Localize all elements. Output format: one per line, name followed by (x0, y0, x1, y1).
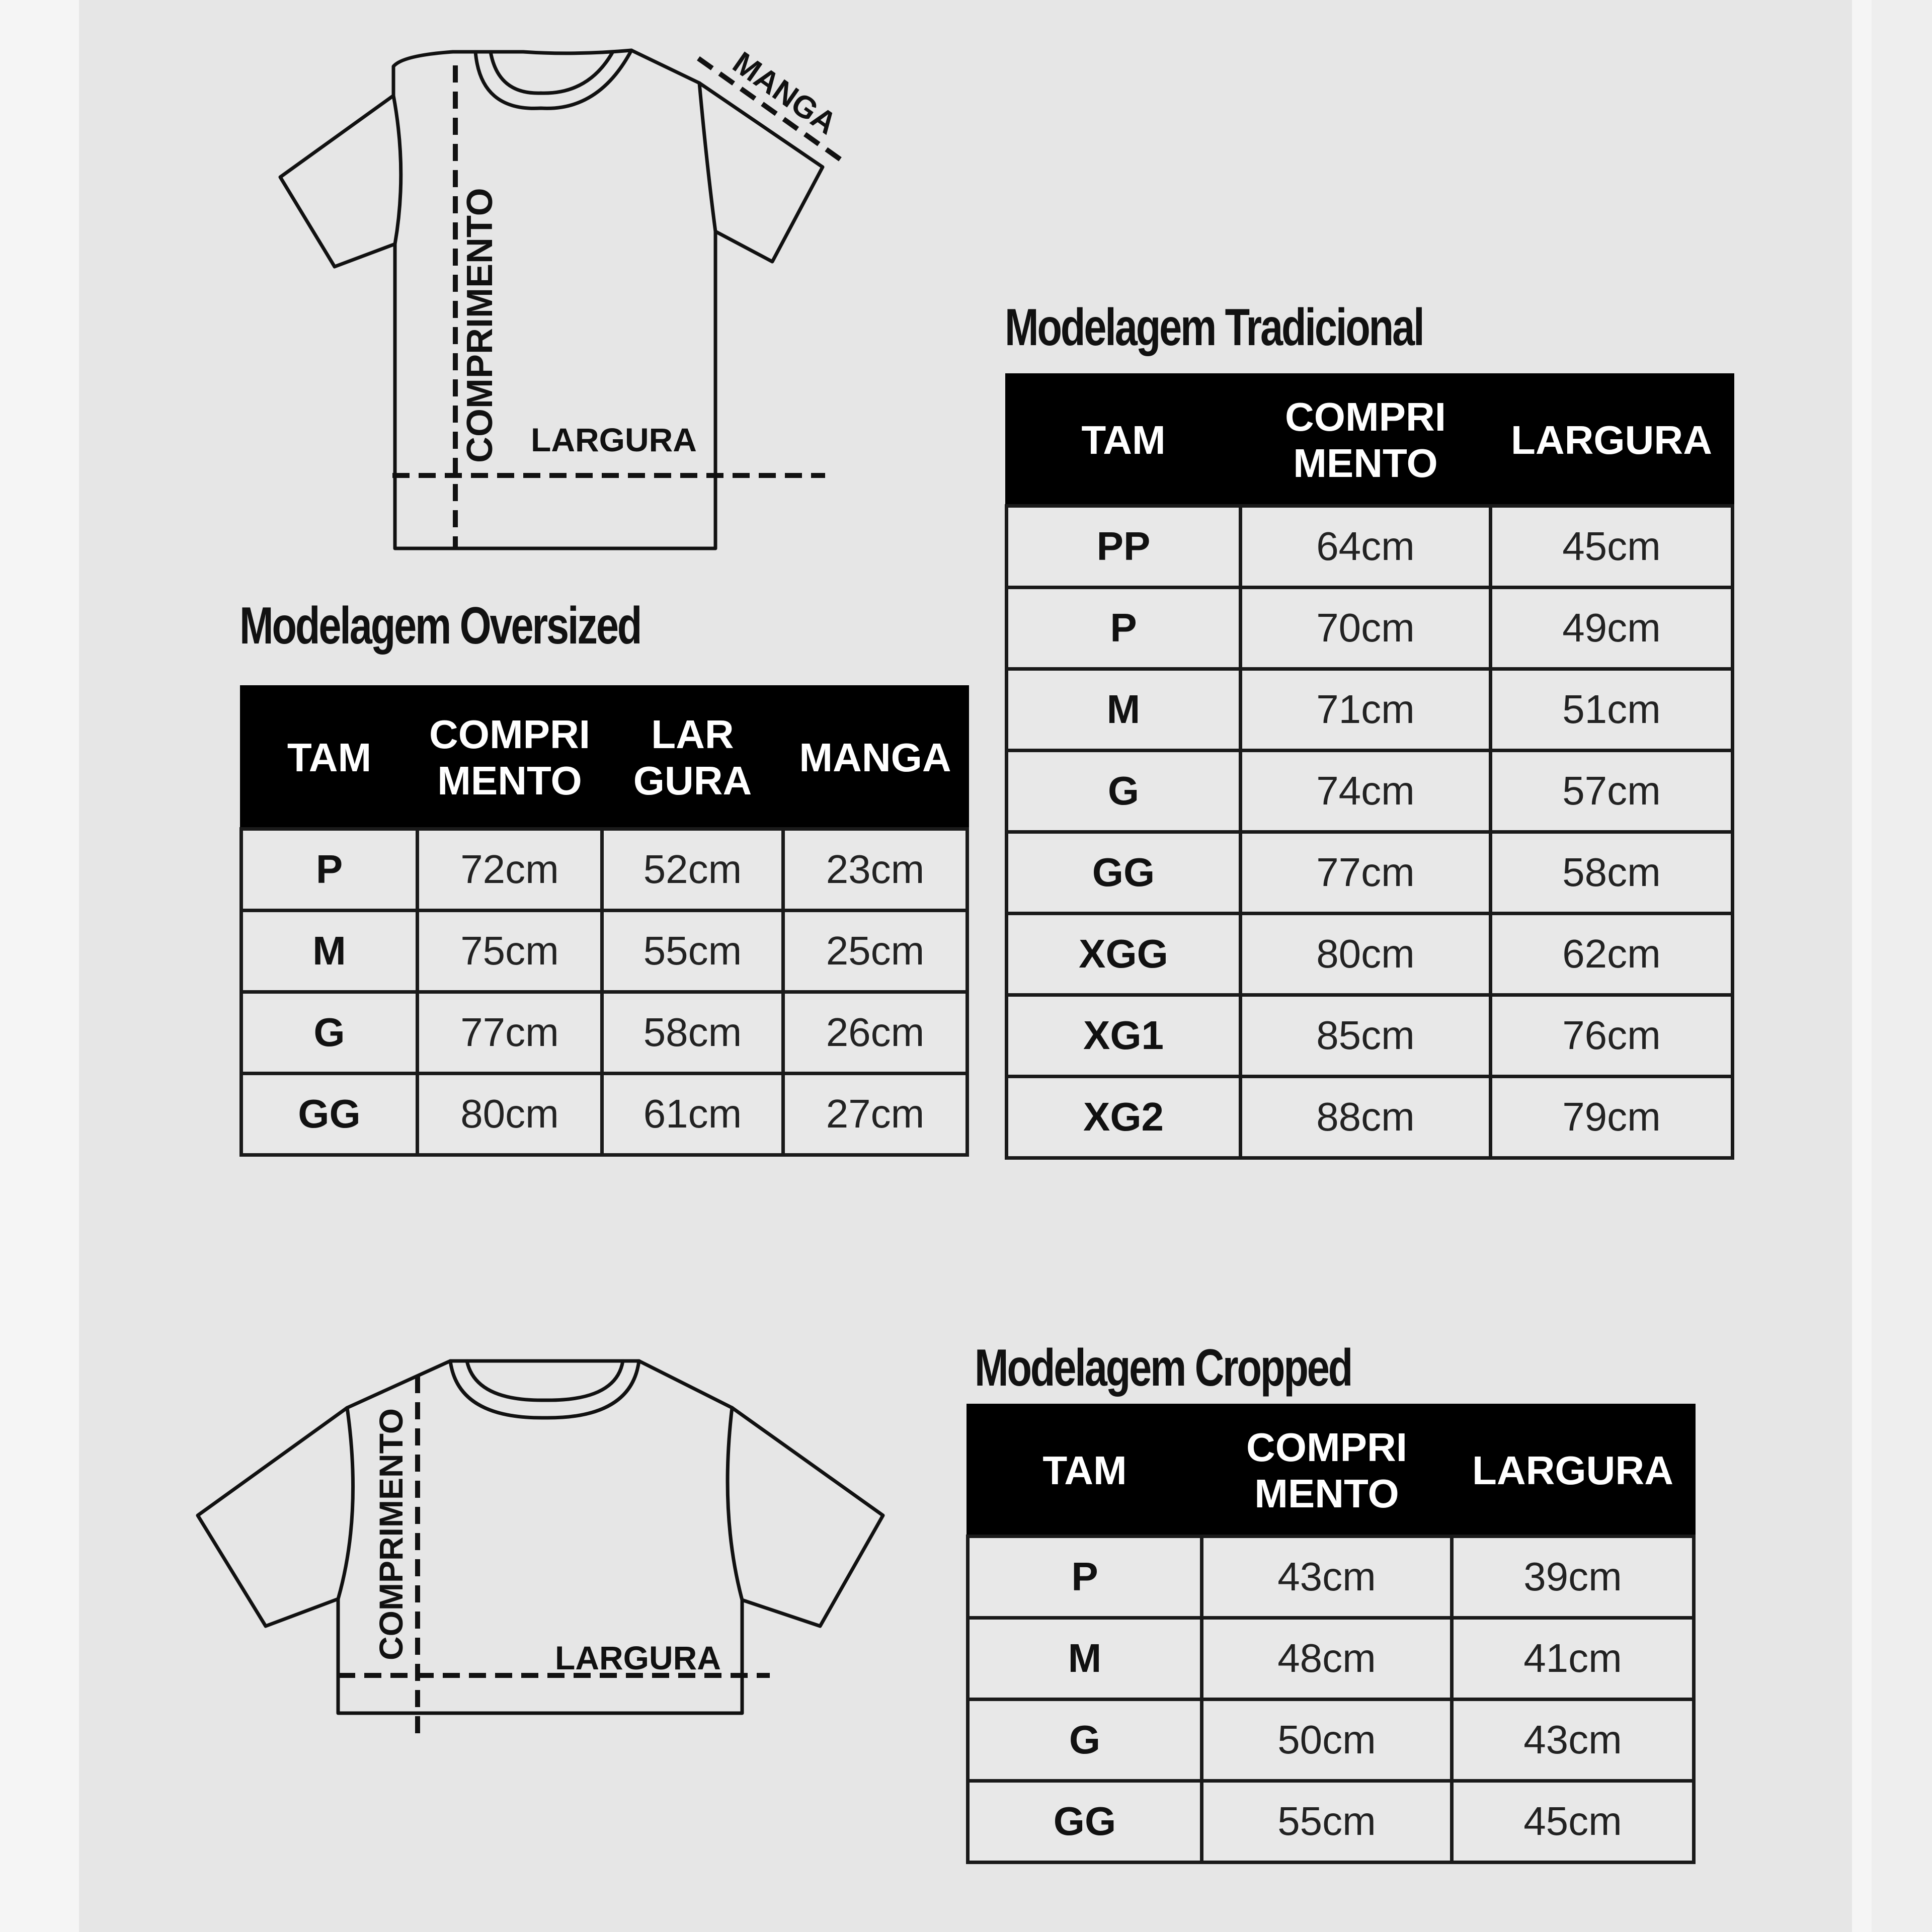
length-cell: 43cm (1202, 1536, 1452, 1618)
length-cell: 75cm (418, 910, 602, 992)
size-cell: GG (968, 1781, 1202, 1862)
sleeve-label: MANGA (726, 45, 843, 141)
right-margin (1872, 0, 1932, 1932)
size-cell: G (1007, 750, 1241, 832)
length-cell: 50cm (1202, 1699, 1452, 1781)
table-row (968, 1781, 1694, 1862)
table-row (242, 992, 968, 1073)
width-cell: 43cm (1452, 1699, 1694, 1781)
width-cell: 41cm (1452, 1618, 1694, 1699)
length-cell: 70cm (1241, 587, 1491, 669)
table-row (242, 1073, 968, 1155)
column-header: COMPRI MENTO (418, 687, 602, 829)
column-header: COMPRI MENTO (1202, 1405, 1452, 1536)
width-label: LARGURA (531, 421, 697, 458)
sleeve-cell: 23cm (783, 829, 968, 910)
size-cell: PP (1007, 506, 1241, 587)
oversized-title: Modelagem Oversized (239, 597, 641, 655)
width-cell: 76cm (1491, 995, 1733, 1076)
size-cell: P (968, 1536, 1202, 1618)
table-row (1007, 506, 1733, 587)
width-cell: 79cm (1491, 1076, 1733, 1158)
size-cell: P (1007, 587, 1241, 669)
width-cell: 45cm (1452, 1781, 1694, 1862)
length-cell: 55cm (1202, 1781, 1452, 1862)
table-row (1007, 750, 1733, 832)
cropped-width-label: LARGURA (555, 1639, 721, 1676)
size-cell: M (242, 910, 418, 992)
cropped-outline-icon (198, 1361, 883, 1713)
cropped-table (966, 1404, 1696, 1864)
column-header: TAM (242, 687, 418, 829)
cropped-collar-inner-icon (467, 1361, 623, 1400)
column-header: TAM (1007, 375, 1241, 506)
table-row (1007, 832, 1733, 913)
width-cell: 45cm (1491, 506, 1733, 587)
cropped-diagram (0, 1308, 906, 1761)
collar-inner-icon (491, 52, 613, 93)
table-row (242, 829, 968, 910)
column-header: TAM (968, 1405, 1202, 1536)
table-row (968, 1536, 1694, 1618)
width-cell: 52cm (602, 829, 783, 910)
width-cell: 39cm (1452, 1536, 1694, 1618)
size-cell: P (242, 829, 418, 910)
size-cell: G (242, 992, 418, 1073)
table-row (1007, 995, 1733, 1076)
size-cell: G (968, 1699, 1202, 1781)
length-cell: 77cm (418, 992, 602, 1073)
width-cell: 51cm (1491, 669, 1733, 750)
size-cell: XGG (1007, 913, 1241, 995)
size-cell: XG1 (1007, 995, 1241, 1076)
column-header: LAR GURA (602, 687, 783, 829)
table-row (1007, 913, 1733, 995)
length-cell: 74cm (1241, 750, 1491, 832)
width-cell: 57cm (1491, 750, 1733, 832)
width-cell: 62cm (1491, 913, 1733, 995)
length-cell: 77cm (1241, 832, 1491, 913)
size-cell: GG (242, 1073, 418, 1155)
tshirt-diagram (0, 0, 906, 564)
table-row (968, 1618, 1694, 1699)
sleeve-cell: 25cm (783, 910, 968, 992)
column-header: LARGURA (1452, 1405, 1694, 1536)
column-header: MANGA (783, 687, 968, 829)
column-header: COMPRI MENTO (1241, 375, 1491, 506)
cropped-length-label: COMPRIMENTO (372, 1408, 410, 1660)
length-cell: 71cm (1241, 669, 1491, 750)
length-label: COMPRIMENTO (460, 188, 500, 463)
length-cell: 48cm (1202, 1618, 1452, 1699)
length-cell: 80cm (1241, 913, 1491, 995)
table-row (242, 910, 968, 992)
size-cell: XG2 (1007, 1076, 1241, 1158)
table-row (968, 1699, 1694, 1781)
length-cell: 64cm (1241, 506, 1491, 587)
oversized-table (239, 685, 969, 1157)
cropped-collar-icon (450, 1361, 639, 1418)
sleeve-cell: 27cm (783, 1073, 968, 1155)
column-header: LARGURA (1491, 375, 1733, 506)
table-header-row (968, 1405, 1694, 1536)
table-row (1007, 587, 1733, 669)
size-cell: GG (1007, 832, 1241, 913)
width-cell: 58cm (602, 992, 783, 1073)
table-header-row (242, 687, 968, 829)
tradicional-title: Modelagem Tradicional (1005, 298, 1423, 357)
table-row (1007, 1076, 1733, 1158)
table-row (1007, 669, 1733, 750)
size-cell: M (1007, 669, 1241, 750)
length-cell: 88cm (1241, 1076, 1491, 1158)
width-cell: 49cm (1491, 587, 1733, 669)
tradicional-table (1005, 373, 1734, 1160)
sleeve-cell: 26cm (783, 992, 968, 1073)
table-header-row (1007, 375, 1733, 506)
cropped-title: Modelagem Cropped (975, 1339, 1352, 1397)
width-cell: 55cm (602, 910, 783, 992)
width-cell: 58cm (1491, 832, 1733, 913)
width-cell: 61cm (602, 1073, 783, 1155)
length-cell: 72cm (418, 829, 602, 910)
size-cell: M (968, 1618, 1202, 1699)
length-cell: 85cm (1241, 995, 1491, 1076)
length-cell: 80cm (418, 1073, 602, 1155)
